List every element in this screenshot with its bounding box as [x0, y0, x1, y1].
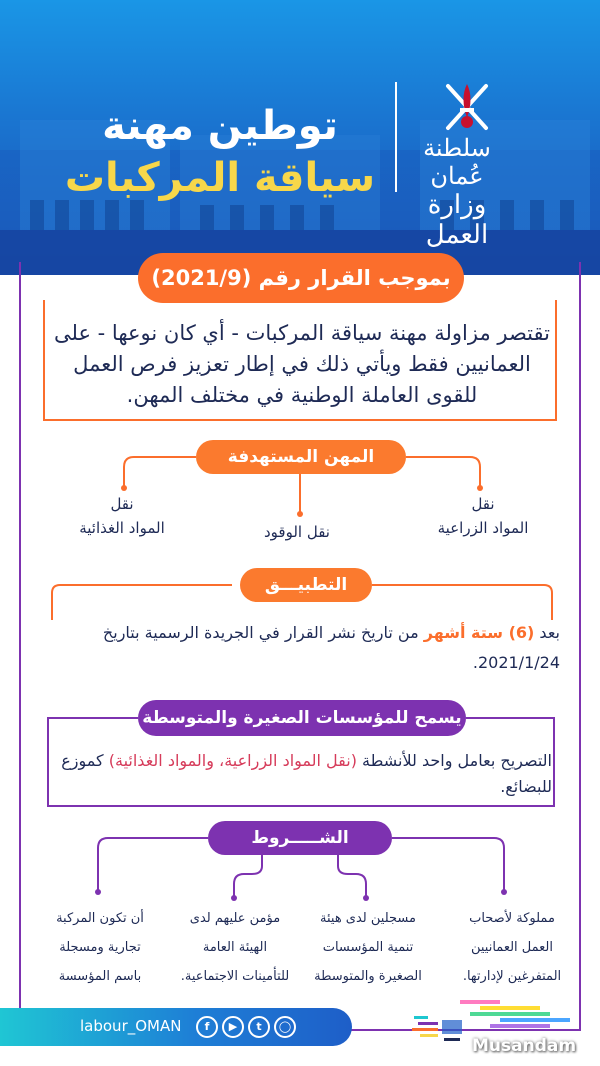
application-text-prefix: بعد: [534, 623, 560, 642]
sme-text-prefix: التصريح بعامل واحد للأنشطة: [356, 751, 552, 770]
condition-line: الهيئة العامة: [202, 940, 268, 955]
condition-line: تجارية ومسجلة: [59, 940, 141, 955]
application-text-highlight: (6) ستة أشهر: [423, 623, 535, 642]
condition-line: مملوكة لأصحاب: [469, 911, 555, 926]
job-food-transport: [52, 492, 192, 540]
condition-line: الصغيرة والمتوسطة: [314, 969, 422, 984]
condition-registered-sme-authority: [306, 904, 430, 991]
condition-line: مؤمن عليهم لدى: [189, 911, 281, 926]
job-line: المواد الزراعية: [437, 519, 529, 537]
job-line: نقل: [110, 495, 134, 513]
condition-social-insurance: [170, 904, 300, 991]
youtube-icon[interactable]: ▶: [222, 1016, 244, 1038]
application-pill: التطبيـــق: [240, 568, 372, 602]
ministry-line-2: وزارة العمل: [425, 190, 489, 250]
watermark-text: Musandam: [472, 1036, 577, 1056]
job-line: نقل: [471, 495, 495, 513]
application-text-suffix: من تاريخ نشر القرار في الجريدة الرسمية بتاريخ 2021/1/24.: [102, 623, 560, 672]
sme-allowed-pill: يسمح للمؤسسات الصغيرة والمتوسطة: [138, 700, 466, 736]
facebook-icon[interactable]: f: [196, 1016, 218, 1038]
condition-commercial-vehicle: [30, 904, 170, 991]
job-line: المواد الغذائية: [79, 519, 165, 537]
sme-text: [52, 748, 552, 800]
condition-line: أن تكون المركبة: [56, 911, 144, 926]
title-line-2: سياقة المركبات: [64, 155, 376, 201]
job-fuel-transport: [232, 520, 362, 544]
condition-line: مسجلين لدى هيئة: [320, 911, 416, 926]
application-text: [40, 618, 560, 678]
job-line: نقل الوقود: [264, 523, 330, 541]
decision-description: تقتصر مزاولة مهنة سياقة المركبات - أي كان نوعها - على العمانيين فقط ويأتي ذلك في إطار تعزيز فرص العمل للقوى العاملة الوطنية في مختلف المهن.: [54, 321, 550, 407]
condition-line: تنمية المؤسسات: [322, 940, 414, 955]
job-agricultural-transport: [418, 492, 548, 540]
twitter-icon[interactable]: t: [248, 1016, 270, 1038]
sme-text-highlight: (نقل المواد الزراعية، والمواد الغذائية): [108, 751, 357, 770]
targeted-jobs-pill: المهن المستهدفة: [196, 440, 406, 474]
instagram-icon[interactable]: ◯: [274, 1016, 296, 1038]
condition-line: العمل العمانيين: [470, 940, 554, 955]
ministry-line-1: سلطنة عُمان: [423, 134, 491, 190]
condition-line: باسم المؤسسة: [58, 969, 142, 984]
title-line-1: توطين مهنة: [102, 103, 338, 149]
condition-owned-by-omanis: [452, 904, 572, 991]
conditions-pill: الشـــــروط: [208, 821, 392, 855]
condition-line: المتفرغين لإدارتها.: [462, 969, 562, 984]
social-handle[interactable]: labour_OMAN: [80, 1017, 182, 1035]
decision-pill: بموجب القرار رقم (2021/9): [138, 253, 464, 303]
condition-line: للتأمينات الاجتماعية.: [180, 969, 290, 984]
sme-text-suffix: كموزع للبضائع.: [61, 751, 552, 796]
